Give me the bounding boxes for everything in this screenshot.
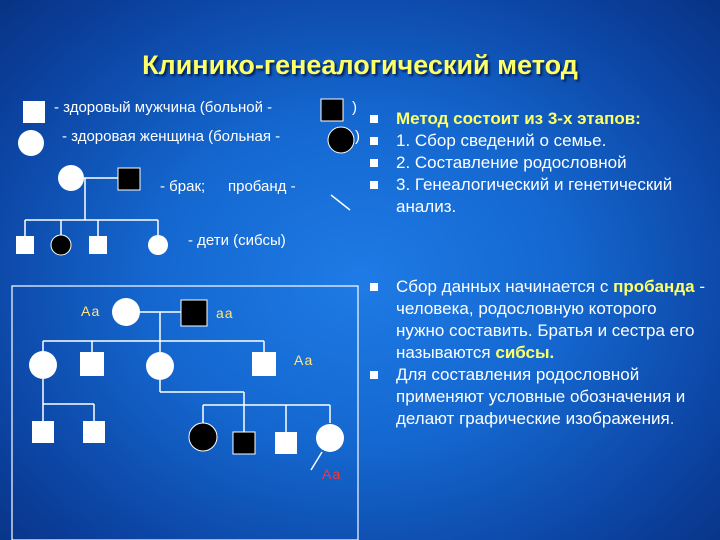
sib-male xyxy=(16,236,34,254)
proband-arrow-legend xyxy=(331,195,350,210)
method-steps-list xyxy=(368,108,708,218)
page-title: Клинико-генеалогический метод xyxy=(142,50,578,80)
pedigree-grandmother xyxy=(112,298,140,326)
sib-female xyxy=(148,235,168,255)
pedigree-proband-female xyxy=(316,424,344,452)
pedigree-gen2-male xyxy=(80,352,104,376)
bullet-icon xyxy=(370,181,378,189)
legend-children-text: - дети (сибсы) xyxy=(188,232,286,249)
female-symbol xyxy=(18,130,44,156)
legend-female-close: ) xyxy=(355,128,360,145)
list-item: 3. Генеалогический и генетический анализ. xyxy=(368,174,708,218)
bullet-icon xyxy=(370,283,378,291)
bullet-icon xyxy=(370,371,378,379)
sib-male xyxy=(89,236,107,254)
pedigree-gen3-male xyxy=(275,432,297,454)
marriage-male xyxy=(118,168,140,190)
pedigree-grandfather-affected xyxy=(181,300,207,326)
legend-male-text: - здоровый мужчина (больной - xyxy=(54,99,273,116)
proband-term: пробанда xyxy=(613,277,695,296)
genotype-father: Аа xyxy=(81,303,101,319)
legend-male-close: ) xyxy=(352,99,357,116)
affected-male-symbol xyxy=(321,99,343,121)
bullet-icon xyxy=(370,137,378,145)
genotype-proband: Аа xyxy=(322,466,342,482)
legend-proband-text: пробанд - xyxy=(228,178,296,195)
sibs-term: сибсы. xyxy=(495,343,555,362)
pedigree-gen2-male xyxy=(252,352,276,376)
list-item: Сбор данных начинается с пробанда - человека, родословную которого нужно составить. Братья и сестра его называются сибсы. xyxy=(368,276,708,364)
pedigree-gen2-female xyxy=(146,352,174,380)
legend-marriage-text: - брак; xyxy=(160,178,206,195)
description-list xyxy=(368,276,708,430)
list-item: 2. Составление родословной xyxy=(368,152,708,174)
affected-female-symbol xyxy=(328,127,354,153)
genotype-mother: аа xyxy=(216,305,234,321)
legend-female-text: - здоровая женщина (больная - xyxy=(62,128,281,145)
pedigree-gen2-female xyxy=(29,351,57,379)
pedigree-gen3-male xyxy=(83,421,105,443)
male-symbol xyxy=(23,101,45,123)
bullet-icon xyxy=(370,115,378,123)
marriage-female xyxy=(58,165,84,191)
pedigree-gen3-affected-female xyxy=(189,423,217,451)
genotype-gen2: Аа xyxy=(294,352,314,368)
bullet-icon xyxy=(370,159,378,167)
pedigree-gen3-affected-male xyxy=(233,432,255,454)
proband-arrow-pedigree xyxy=(311,452,322,470)
list-item: Метод состоит из 3-х этапов: xyxy=(368,108,708,130)
sib-affected-female xyxy=(51,235,71,255)
list-item: 1. Сбор сведений о семье. xyxy=(368,130,708,152)
list-item: Для составления родословной применяют условные обозначения и делают графические изображения. xyxy=(368,364,708,430)
pedigree-gen3-male xyxy=(32,421,54,443)
